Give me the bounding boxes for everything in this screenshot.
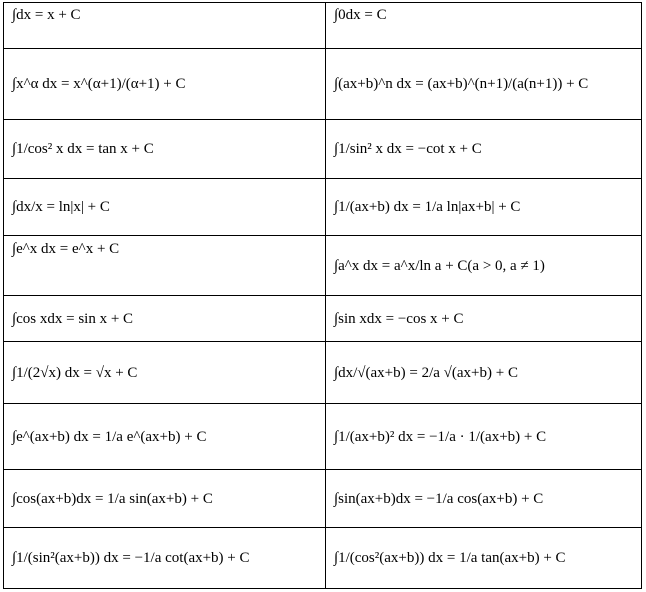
formula-cell: ∫e^x dx = e^x + C [12,241,120,257]
table-row [4,342,325,403]
table-row [326,49,641,119]
table-row [4,528,325,588]
formula-cell: ∫(ax+b)^n dx = (ax+b)^(n+1)/(a(n+1)) + C [334,76,589,92]
formula-cell: ∫x^α dx = x^(α+1)/(α+1) + C [12,76,186,92]
table-row [4,296,325,341]
table-row [326,179,641,235]
formula-cell: ∫dx/x = ln|x| + C [12,199,110,215]
table-row [326,342,641,403]
table-row [4,3,325,48]
table-row [326,296,641,341]
table-row [326,3,641,48]
formula-cell: ∫dx/√(ax+b) = 2/a √(ax+b) + C [334,364,518,381]
integral-formula-table [3,2,642,589]
formula-cell: ∫sin xdx = −cos x + C [334,310,464,327]
table-row [4,404,325,469]
table-row [326,236,641,295]
formula-cell: ∫cos(ax+b)dx = 1/a sin(ax+b) + C [12,490,213,507]
formula-cell: ∫1/(ax+b) dx = 1/a ln|ax+b| + C [334,199,521,215]
formula-cell: ∫1/cos² x dx = tan x + C [12,141,154,157]
table-row [326,404,641,469]
formula-cell: ∫e^(ax+b) dx = 1/a e^(ax+b) + C [12,428,207,445]
formula-cell: ∫dx = x + C [12,7,81,23]
table-row [4,49,325,119]
formula-cell: ∫1/(cos²(ax+b)) dx = 1/a tan(ax+b) + C [334,550,566,566]
formula-cell: ∫0dx = C [334,7,387,23]
table-row [326,470,641,527]
formula-cell: ∫cos xdx = sin x + C [12,310,134,327]
formula-cell: ∫1/(2√x) dx = √x + C [12,364,138,381]
table-row [326,528,641,588]
formula-cell: ∫sin(ax+b)dx = −1/a cos(ax+b) + C [334,490,544,507]
formula-cell: ∫1/(sin²(ax+b)) dx = −1/a cot(ax+b) + C [12,550,250,566]
formula-cell: ∫1/(ax+b)² dx = −1/a · 1/(ax+b) + C [334,428,547,445]
formula-cell: ∫1/sin² x dx = −cot x + C [334,141,482,157]
table-row [326,120,641,178]
table-row [4,120,325,178]
table-row [4,470,325,527]
table-row [4,179,325,235]
formula-cell: ∫a^x dx = a^x/ln a + C(a > 0, a ≠ 1) [334,257,545,274]
table-row [4,236,325,295]
